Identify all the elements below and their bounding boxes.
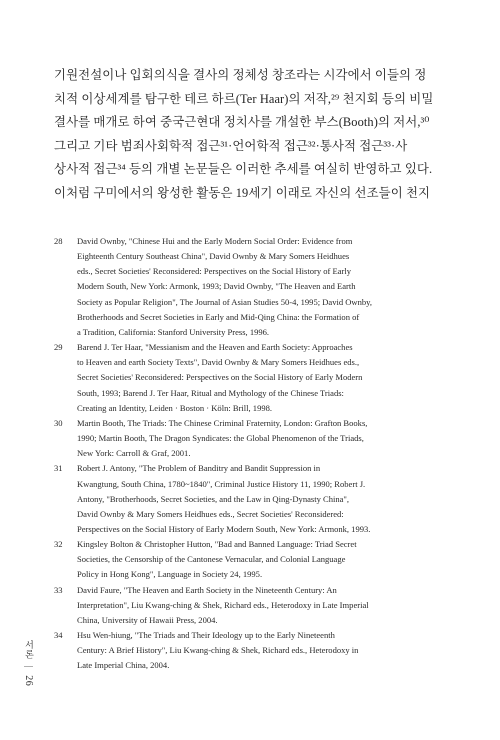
page-number: 26 bbox=[23, 675, 34, 687]
footnote-line: a Tradition, California: Stanford University Press, 1996. bbox=[77, 326, 270, 337]
body-line: 상사적 접근³⁴ 등의 개별 논문들은 이러한 추세를 여실히 반영하고 있다. bbox=[54, 162, 433, 177]
footnote-line: Societies, the Censorship of the Cantonese Vernacular, and Colonial Language bbox=[77, 554, 346, 565]
body-paragraph bbox=[54, 64, 454, 206]
footnote-line: Brotherhoods and Secret Societies in Early and Mid-Qing China: the Formation of bbox=[77, 311, 360, 322]
body-line: 결사를 매개로 하여 중국근현대 정치사를 개설한 부스(Booth)의 저서,³⁰ bbox=[54, 115, 430, 130]
running-footer bbox=[22, 640, 35, 686]
footnote-33 bbox=[54, 583, 454, 628]
footnote-line: Kwangtung, South China, 1780~1840", Criminal Justice History 11, 1990; Robert J. bbox=[77, 478, 366, 489]
footnote-line: New York: Carroll & Graf, 2001. bbox=[77, 448, 191, 459]
footnote-29 bbox=[54, 340, 454, 416]
footnote-number: 32 bbox=[54, 539, 63, 550]
footnote-line: Late Imperial China, 2004. bbox=[77, 660, 170, 671]
footnote-line: Eighteenth Century Southeast China", David Ownby & Mary Somers Heidhues bbox=[77, 251, 350, 262]
footnote-28 bbox=[54, 234, 454, 340]
footnote-line: Martin Booth, The Triads: The Chinese Criminal Fraternity, London: Grafton Books, bbox=[77, 417, 368, 428]
footnote-line: 1990; Martin Booth, The Dragon Syndicates: the Global Phenomenon of the Triads, bbox=[77, 433, 364, 444]
footnote-line: eds., Secret Societies' Reconsidered: Perspectives on the Social History of Early bbox=[77, 266, 352, 277]
footnote-number: 30 bbox=[54, 417, 63, 428]
footnote-number: 28 bbox=[54, 236, 63, 246]
footnote-line: Barend J. Ter Haar, "Messianism and the Heaven and Earth Society: Approaches bbox=[77, 342, 353, 353]
footnote-line: Modern South, New York: Armonk, 1993; David Ownby, "The Heaven and Earth bbox=[77, 281, 356, 292]
footnote-line: Hsu Wen-hiung, "The Triads and Their Ideology up to the Early Nineteenth bbox=[77, 630, 335, 641]
footnote-31 bbox=[54, 461, 454, 537]
body-line: 기원전설이나 입회의식을 결사의 정체성 창조라는 시각에서 이들의 정 bbox=[54, 68, 427, 82]
footnote-line: Century: A Brief History", Liu Kwang-ching & Shek, Richard eds., Heterodoxy in bbox=[77, 645, 359, 656]
divider: | bbox=[23, 665, 33, 669]
footnote-line: Secret Societies' Reconsidered: Perspectives on the Social History of Early Modern bbox=[77, 372, 363, 383]
footnote-line: to Heaven and earth Society Texts", David Ownby & Mary Somers Heidhues eds., bbox=[77, 357, 360, 368]
body-line: 치적 이상세계를 탐구한 테르 하르(Ter Haar)의 저작,²⁹ 천지회 등의 비밀 bbox=[54, 91, 434, 106]
footnote-number: 29 bbox=[54, 342, 63, 353]
footnote-32 bbox=[54, 537, 454, 582]
footnote-line: Perspectives on the Social History of Early Modern South, New York: Armonk, 1993. bbox=[77, 523, 371, 534]
footnote-line: David Faure, "The Heaven and Earth Society in the Nineteenth Century: An bbox=[77, 584, 337, 595]
footnote-line: David Ownby, "Chinese Hui and the Early Modern Social Order: Evidence from bbox=[77, 236, 353, 246]
footnote-line: Kingsley Bolton & Christopher Hutton, "Bad and Banned Language: Triad Secret bbox=[77, 539, 357, 550]
footnote-line: China, University of Hawaii Press, 2004. bbox=[77, 614, 218, 625]
body-line: 그리고 기타 범죄사회학적 접근³¹·언어학적 접근³²·통사적 접근³³·사 bbox=[54, 138, 408, 153]
footnote-line: Robert J. Antony, "The Problem of Banditry and Bandit Suppression in bbox=[77, 463, 321, 474]
footnote-line: Society as Popular Religion", The Journal of Asian Studies 50-4, 1995; David Ownby, bbox=[77, 296, 373, 307]
footnote-line: South, 1993; Barend J. Ter Haar, Ritual and Mythology of the Chinese Triads: bbox=[77, 387, 344, 398]
footnote-line: Interpretation", Liu Kwang-ching & Shek, Richard eds., Heterodoxy in Late Imperial bbox=[77, 599, 369, 610]
footnotes-section bbox=[54, 234, 454, 674]
footnote-line: David Ownby & Mary Somers Heidhues eds., Secret Societies' Reconsidered: bbox=[77, 508, 344, 519]
footnote-number: 31 bbox=[54, 463, 63, 474]
footnote-30 bbox=[54, 416, 454, 461]
footnote-number: 34 bbox=[54, 630, 63, 641]
body-line: 이처럼 구미에서의 왕성한 활동은 19세기 이래로 자신의 선조들이 천지 bbox=[54, 185, 431, 200]
section-title: 서론 bbox=[23, 640, 33, 659]
footnote-line: Policy in Hong Kong", Language in Society 24, 1995. bbox=[77, 569, 263, 580]
footnote-line: Creating an Identity, Leiden · Boston · Köln: Brill, 1998. bbox=[77, 402, 273, 413]
footnote-34 bbox=[54, 628, 454, 673]
footnote-number: 33 bbox=[54, 584, 63, 595]
footnote-line: Antony, "Brotherhoods, Secret Societies, and the Law in Qing-Dynasty China", bbox=[77, 493, 350, 504]
